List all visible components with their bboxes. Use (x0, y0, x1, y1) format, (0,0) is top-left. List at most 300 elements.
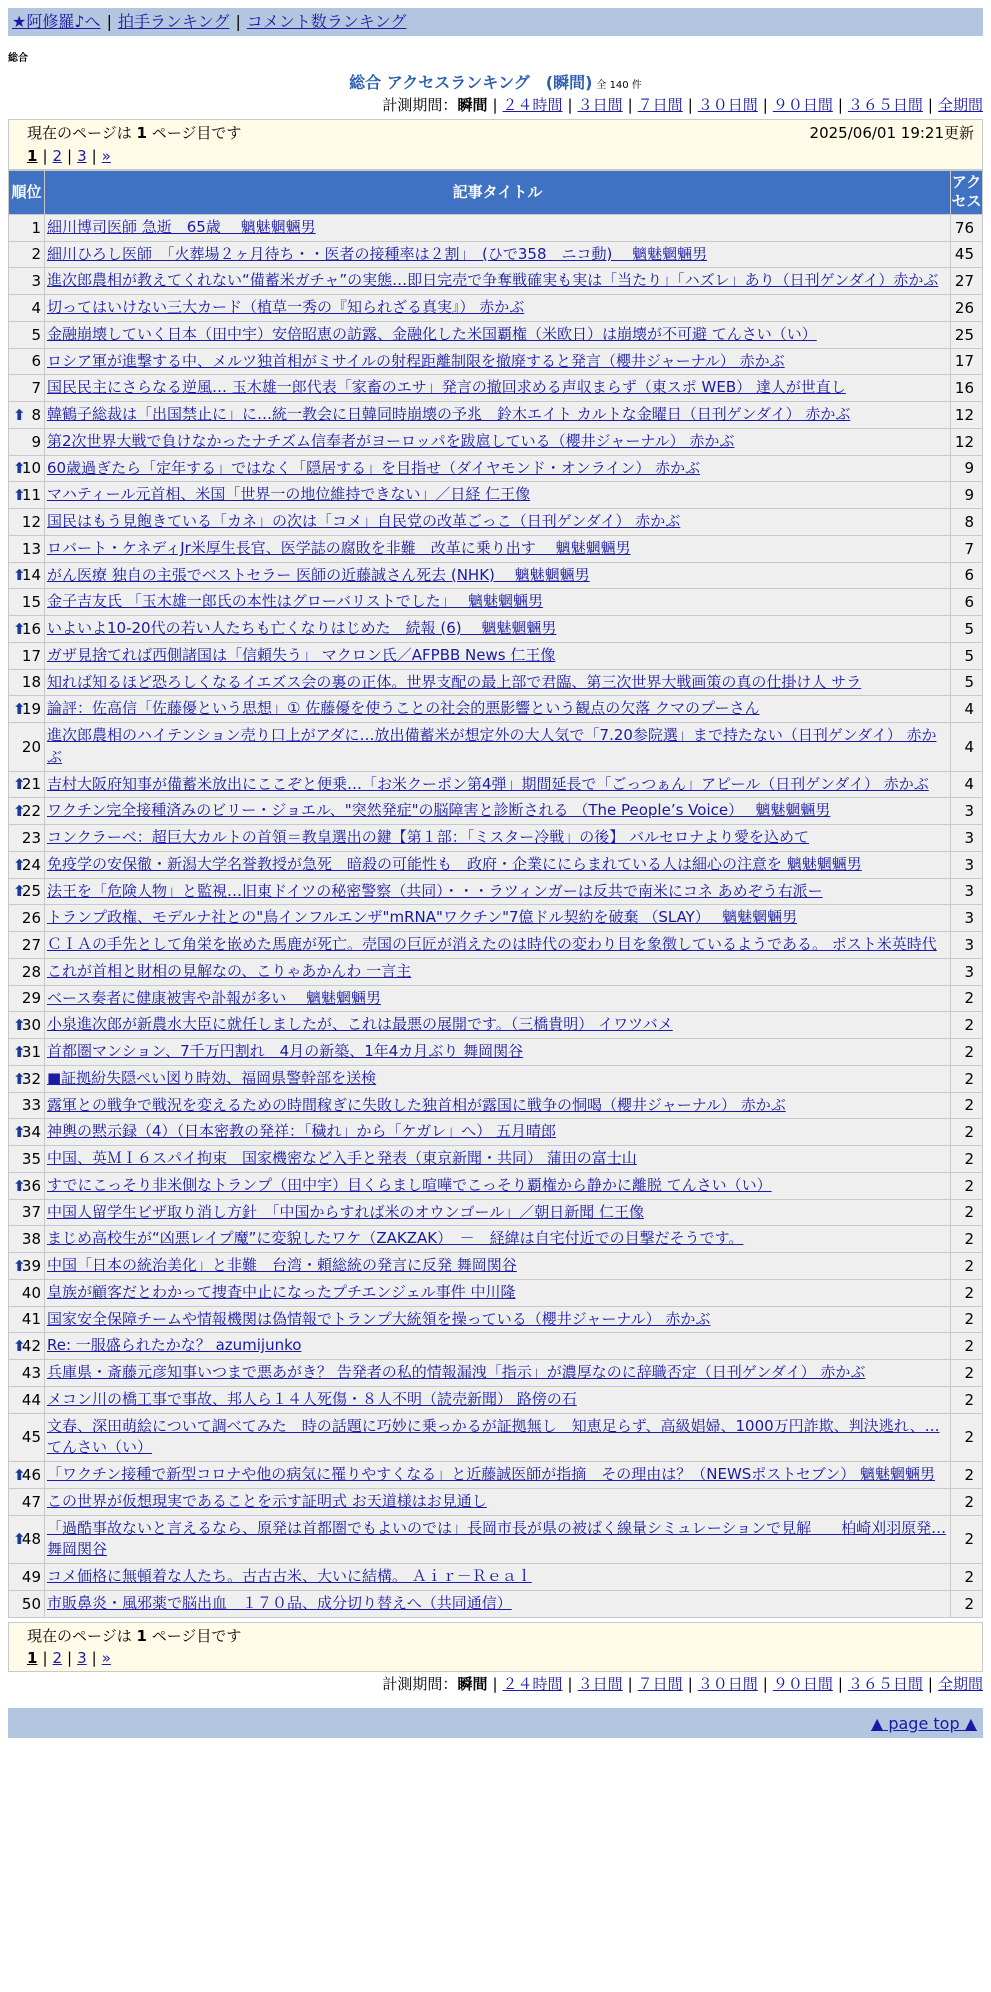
access-count: 3 (951, 878, 983, 905)
article-title-link[interactable]: 吉村大阪府知事が備蓄米放出にここぞと便乗…「お米クーポン第4弾」期間延長で「ごっつぁん」アピール（日刊ゲンダイ） 赤かぶ (47, 774, 929, 793)
access-count: 2 (951, 1253, 983, 1280)
rank-cell (9, 214, 45, 241)
period-link[interactable]: ９０日間 (772, 1675, 833, 1694)
access-count: 3 (951, 825, 983, 852)
access-count: 3 (951, 958, 983, 985)
table-row (9, 1279, 983, 1306)
access-count: 2 (951, 1119, 983, 1146)
next-page-link[interactable]: » (101, 1648, 111, 1667)
table-row (9, 241, 983, 268)
rank-number: 18 (21, 673, 41, 692)
access-count: 76 (951, 214, 983, 241)
rank-number: 16 (21, 619, 41, 638)
rank-number: 6 (31, 352, 41, 371)
period-separator: | (567, 96, 573, 115)
rank-cell (9, 562, 45, 589)
rank-number: 25 (21, 882, 41, 901)
title-cell (45, 375, 951, 402)
rank-number: 26 (21, 909, 41, 928)
table-row (9, 1413, 983, 1462)
access-count: 2 (951, 1360, 983, 1387)
article-title-link[interactable]: 進次郎農相が教えてくれない“備蓄米ガチャ”の実態…即日完売で争奪戦確実も実は「当たり」「ハズレ」あり（日刊ゲンダイ）赤かぶ (47, 271, 939, 290)
table-row (9, 589, 983, 616)
rank-number: 35 (21, 1149, 41, 1168)
article-title-link[interactable]: 中国「日本の統治美化」と非難 台湾・頼総統の発言に反発 舞岡関谷 (47, 1256, 517, 1275)
table-row (9, 562, 983, 589)
period-link[interactable]: ３６５日間 (847, 1675, 923, 1694)
article-title-link[interactable]: ベース奏者に健康被害や訃報が多い 魑魅魍魎男 (47, 988, 382, 1007)
rank-cell (9, 241, 45, 268)
rank-up-arrow-icon: ⬆ (13, 566, 26, 585)
article-title-link[interactable]: Re: 一服盛られたかな？ azumijunko (47, 1336, 302, 1355)
access-count: 4 (951, 771, 983, 798)
access-count: 16 (951, 375, 983, 402)
rank-cell (9, 1488, 45, 1515)
rank-number: 24 (21, 855, 41, 874)
title-cell (45, 509, 951, 536)
rank-up-arrow-icon: ⬆ (13, 405, 26, 424)
access-count: 2 (951, 1172, 983, 1199)
rank-up-arrow-icon: ⬆ (13, 1123, 26, 1142)
rank-cell (9, 1012, 45, 1039)
rank-number: 31 (21, 1042, 41, 1061)
article-title-link[interactable]: いよいよ10-20代の若い人たちも亡くなりはじめた 続報 (6) 魑魅魍魎男 (47, 619, 557, 638)
table-row (9, 1065, 983, 1092)
access-count: 2 (951, 1065, 983, 1092)
rank-number: 39 (21, 1256, 41, 1275)
rank-number: 17 (21, 646, 41, 665)
table-row (9, 696, 983, 723)
access-count: 2 (951, 1488, 983, 1515)
article-title-link[interactable]: 進次郎農相のハイテンション売り口上がアダに…放出備蓄米が想定外の大人気で「7.20参院選」まで持たない（日刊ゲンダイ） 赤かぶ (47, 726, 937, 766)
access-count: 6 (951, 562, 983, 589)
rank-cell (9, 1306, 45, 1333)
article-title-link[interactable]: これが首相と財相の見解なの、こりゃあかんわ 一言主 (47, 961, 412, 980)
title-cell (45, 1172, 951, 1199)
article-title-link[interactable]: がん医療 独自の主張でベストセラー 医師の近藤誠さん死去 (NHK) 魑魅魍魎男 (47, 565, 590, 584)
rank-cell (9, 348, 45, 375)
access-count: 7 (951, 535, 983, 562)
page-title: 総合 アクセスランキング (瞬間) (349, 72, 593, 92)
title-cell (45, 878, 951, 905)
title-cell (45, 851, 951, 878)
table-row (9, 1199, 983, 1226)
page-separator: | (67, 1648, 73, 1667)
period-separator: | (627, 1675, 633, 1694)
title-cell (45, 1226, 951, 1253)
title-cell (45, 482, 951, 509)
period-separator: | (627, 96, 633, 115)
title-cell (45, 825, 951, 852)
title-cell (45, 642, 951, 669)
rank-cell (9, 905, 45, 932)
access-count: 17 (951, 348, 983, 375)
article-title-link[interactable]: 文春、深田萌絵について調べてみた 時の話題に巧妙に乗っかるが証拠無し 知恵足らず、高級娼婦、1000万円詐欺、判決逃れ、… てんさい（い） (47, 1416, 940, 1457)
access-count: 2 (951, 1199, 983, 1226)
nav-separator: | (235, 12, 241, 32)
title-cell (45, 1199, 951, 1226)
rank-number: 21 (21, 775, 41, 794)
rank-up-arrow-icon: ⬆ (13, 1176, 26, 1195)
title-cell (45, 696, 951, 723)
rank-number: 11 (21, 486, 41, 505)
table-row (9, 1590, 983, 1617)
article-title-link[interactable]: ＣＩＡの手先として角栄を嵌めた馬鹿が死亡。売国の巨匠が消えたのは時代の変わり目を象徴しているようである。 ポスト米英時代 (47, 935, 937, 954)
article-title-link[interactable]: 知れば知るほど恐ろしくなるイエズス会の裏の正体。世界支配の最上部で君臨、第三次世界大戦画策の真の仕掛け人 サラ (47, 672, 862, 691)
rank-number: 29 (21, 989, 41, 1008)
access-count: 8 (951, 509, 983, 536)
table-row (9, 825, 983, 852)
rank-up-arrow-icon: ⬆ (13, 802, 26, 821)
access-count: 2 (951, 1146, 983, 1173)
rank-cell (9, 1199, 45, 1226)
period-separator: | (567, 1675, 573, 1694)
table-row (9, 771, 983, 798)
rank-up-arrow-icon: ⬆ (13, 1016, 26, 1035)
rank-number: 9 (31, 432, 41, 451)
access-count: 2 (951, 1564, 983, 1591)
rank-number: 50 (21, 1594, 41, 1613)
period-current: 瞬間 (457, 1675, 488, 1694)
access-count: 2 (951, 1590, 983, 1617)
article-title-link[interactable]: コンクラーベ：超巨大カルトの首領＝教皇選出の鍵【第１部：「ミスター冷戦」の後】 バルセロナより愛を込めて (47, 828, 809, 847)
page-separator: | (42, 146, 48, 165)
rank-cell (9, 771, 45, 798)
table-row (9, 268, 983, 295)
article-title-link[interactable]: 国家安全保障チームや情報機関は偽情報でトランプ大統領を操っている（櫻井ジャーナル） 赤かぶ (47, 1309, 711, 1328)
rank-number: 7 (31, 379, 41, 398)
article-title-link[interactable]: 露軍との戦争で戦況を変えるための時間稼ぎに失敗した独首相が露国に戦争の恫喝（櫻井ジャーナル） 赤かぶ (47, 1095, 786, 1114)
article-title-link[interactable]: マハティール元首相、米国「世界一の地位維持できない」／日経 仁王像 (47, 485, 531, 504)
access-count: 26 (951, 295, 983, 322)
article-title-link[interactable]: 韓鶴子総裁は「出国禁止に」に…統一教会に日韓同時崩壊の予兆 鈴木エイト カルトな金曜日（日刊ゲンダイ） 赤かぶ (47, 405, 851, 424)
page-separator: | (91, 1648, 97, 1667)
rank-up-arrow-icon: ⬆ (13, 459, 26, 478)
page-links (27, 1648, 974, 1668)
table-row (9, 375, 983, 402)
article-title-link[interactable]: 金子吉友氏 「玉木雄一郎氏の本性はグローバリストでした」 魑魅魍魎男 (47, 592, 543, 611)
rank-up-arrow-icon: ⬆ (13, 1530, 26, 1549)
rank-cell (9, 798, 45, 825)
rank-number: 27 (21, 935, 41, 954)
rank-cell (9, 932, 45, 959)
page-links (27, 146, 974, 166)
table-row (9, 1564, 983, 1591)
rank-cell (9, 455, 45, 482)
access-count: 3 (951, 932, 983, 959)
period-separator: | (837, 1675, 843, 1694)
period-link[interactable]: ７日間 (637, 1675, 683, 1694)
title-cell (45, 535, 951, 562)
title-cell (45, 616, 951, 643)
title-cell (45, 455, 951, 482)
period-link[interactable]: ３日間 (577, 1675, 623, 1694)
title-cell (45, 1039, 951, 1066)
clap-ranking-link[interactable]: 拍手ランキング (117, 12, 230, 32)
article-title-link[interactable]: 神輿の黙示録（4）（日本密教の発祥：「穢れ」から「ケガレ」へ） 五月晴郎 (47, 1122, 557, 1141)
table-row (9, 1488, 983, 1515)
period-link[interactable]: ２４時間 (502, 1675, 563, 1694)
table-row (9, 455, 983, 482)
table-row (9, 1333, 983, 1360)
article-title-link[interactable]: すでにこっそり非米側なトランプ（田中宇）目くらまし喧嘩でこっそり覇権から静かに離脱 てんさい（い） (47, 1175, 772, 1194)
table-row (9, 932, 983, 959)
title-cell (45, 1590, 951, 1617)
rank-number: 13 (21, 539, 41, 558)
table-row (9, 348, 983, 375)
rank-cell (9, 1333, 45, 1360)
article-title-link[interactable]: 「過酷事故ないと言えるなら、原発は首都圏でもよいのでは」長岡市長が県の被ばく線量シミュレーションで見解 柏崎刈羽原発… 舞岡関谷 (47, 1518, 947, 1559)
title-cell (45, 562, 951, 589)
table-row (9, 851, 983, 878)
period-link[interactable]: 全期間 (937, 96, 983, 115)
page-link[interactable]: 2 (52, 1648, 63, 1667)
rank-cell (9, 1462, 45, 1489)
period-separator: | (762, 96, 768, 115)
period-label: 計測期間： (382, 96, 458, 115)
article-title-link[interactable]: 論評：佐高信「佐藤優という思想」① 佐藤優を使うことの社会的悪影響という観点の欠落 クマのプーさん (47, 699, 760, 718)
rank-cell (9, 696, 45, 723)
rank-number: 8 (31, 405, 41, 424)
article-title-link[interactable]: 中国人留学生ビザ取り消し方針 「中国からすれば米のオウンゴール」／朝日新聞 仁王像 (47, 1202, 644, 1221)
rank-up-arrow-icon: ⬆ (13, 1042, 26, 1061)
article-title-link[interactable]: ガザ見捨てれば西側諸国は「信頼失う」 マクロン氏／AFPBB News 仁王像 (47, 645, 556, 664)
article-title-link[interactable]: ロシア軍が進撃する中、メルツ独首相がミサイルの射程距離制限を撤廃すると発言（櫻井ジャーナル） 赤かぶ (47, 351, 785, 370)
rank-cell (9, 1119, 45, 1146)
article-title-link[interactable]: 国民はもう見飽きている「カネ」の次は「コメ」自民党の改革ごっこ（日刊ゲンダイ） 赤かぶ (47, 512, 681, 531)
article-title-link[interactable]: 第2次世界大戦で負けなかったナチズム信奉者がヨーロッパを跋扈している（櫻井ジャーナル） 赤かぶ (47, 431, 735, 450)
period-link[interactable]: 全期間 (937, 1675, 983, 1694)
pager-top (8, 119, 983, 170)
article-title-link[interactable]: 「ワクチン接種で新型コロナや他の病気に罹りやすくなる」と近藤誠医師が指摘 その理由は？（NEWSポストセブン） 魑魅魍魎男 (47, 1465, 936, 1484)
article-title-link[interactable]: 皇族が顧客だとわかって捜査中止になったプチエンジェル事件 中川隆 (47, 1282, 516, 1301)
title-cell (45, 348, 951, 375)
article-title-link[interactable]: 国民民主にさらなる逆風… 玉木雄一郎代表「家畜のエサ」発言の撤回求める声収まらず（東スポ WEB） 達人が世直し (47, 378, 846, 397)
page-top-link[interactable]: ▲ page top ▲ (870, 1713, 977, 1733)
article-title-link[interactable]: メコン川の橋工事で事故、邦人ら１４人死傷・８人不明（読売新聞） 路傍の石 (47, 1389, 577, 1408)
article-title-link[interactable]: 中国、英ＭＩ６スパイ拘束 国家機密など入手と発表（東京新聞・共同） 蒲田の富士山 (47, 1149, 637, 1168)
access-count: 2 (951, 1515, 983, 1564)
title-cell (45, 589, 951, 616)
table-row (9, 642, 983, 669)
period-separator: | (492, 96, 498, 115)
article-title-link[interactable]: 細川博司医師 急逝 65歳 魑魅魍魎男 (47, 217, 316, 236)
rank-number: 5 (31, 325, 41, 344)
article-title-link[interactable]: まじめ高校生が“凶悪レイプ魔”に変貌したワケ（ZAKZAK） － 経緯は自宅付近での目撃だそうです。 (47, 1229, 744, 1248)
article-title-link[interactable]: 法王を「危険人物」と監視…旧東ドイツの秘密警察（共同）・・・ラツィンガーは反共で南米にコネ あめぞう右派ー (47, 881, 823, 900)
access-count: 9 (951, 455, 983, 482)
title-cell (45, 1253, 951, 1280)
period-selector-top (8, 95, 983, 115)
rank-up-arrow-icon: ⬆ (13, 1337, 26, 1356)
rank-cell (9, 1413, 45, 1462)
period-separator: | (762, 1675, 768, 1694)
period-link[interactable]: ３６５日間 (847, 96, 923, 115)
rank-number: 48 (21, 1530, 41, 1549)
rank-number: 32 (21, 1069, 41, 1088)
period-separator: | (837, 96, 843, 115)
access-count: 6 (951, 589, 983, 616)
access-count: 2 (951, 1386, 983, 1413)
article-title-link[interactable]: ■証拠紛失隠ぺい図り時効、福岡県警幹部を送検 (47, 1068, 377, 1087)
current-page: 1 (27, 1648, 38, 1667)
table-row (9, 1146, 983, 1173)
rank-number: 33 (21, 1096, 41, 1115)
title-cell (45, 402, 951, 429)
rank-number: 1 (31, 218, 41, 237)
table-row (9, 798, 983, 825)
table-row (9, 1515, 983, 1564)
table-header-row (9, 170, 983, 214)
access-count: 3 (951, 798, 983, 825)
access-count: 5 (951, 642, 983, 669)
rank-cell (9, 268, 45, 295)
rank-cell (9, 878, 45, 905)
rank-cell (9, 1146, 45, 1173)
rank-number: 22 (21, 802, 41, 821)
next-page-link[interactable]: » (101, 146, 111, 165)
period-link[interactable]: ９０日間 (772, 96, 833, 115)
period-separator: | (492, 1675, 498, 1694)
access-count: 2 (951, 1462, 983, 1489)
table-row (9, 905, 983, 932)
rank-cell (9, 1226, 45, 1253)
period-selector-bottom (8, 1674, 983, 1694)
rank-number: 37 (21, 1203, 41, 1222)
comment-ranking-link[interactable]: コメント数ランキング (246, 12, 407, 32)
rank-up-arrow-icon: ⬆ (13, 700, 26, 719)
rank-cell (9, 1172, 45, 1199)
access-count: 9 (951, 482, 983, 509)
title-cell (45, 985, 951, 1012)
rank-cell (9, 1564, 45, 1591)
title-cell (45, 1462, 951, 1489)
table-row (9, 1119, 983, 1146)
table-row (9, 616, 983, 643)
access-count: 2 (951, 1333, 983, 1360)
rank-up-arrow-icon: ⬆ (13, 1256, 26, 1275)
table-row (9, 482, 983, 509)
rank-number: 49 (21, 1567, 41, 1586)
rank-cell (9, 1253, 45, 1280)
article-title-link[interactable]: 細川ひろし医師 「火葬場２ヶ月待ち・・医者の接種率は２割」 (ひで358 ニコ動) 魑魅魍魎男 (47, 244, 708, 263)
page-link[interactable]: 2 (52, 146, 63, 165)
article-title-link[interactable]: 切ってはいけない三大カード（植草一秀の『知られざる真実』） 赤かぶ (47, 298, 525, 317)
period-separator: | (687, 96, 693, 115)
article-title-link[interactable]: 兵庫県・斎藤元彦知事いつまで悪あがき？ 告発者の私的情報漏洩「指示」が濃厚なのに辞職否定（日刊ゲンダイ） 赤かぶ (47, 1363, 866, 1382)
period-current: 瞬間 (457, 96, 488, 115)
article-title-link[interactable]: 首都圏マンション、7千万円割れ 4月の新築、1年4カ月ぶり 舞岡関谷 (47, 1042, 524, 1061)
article-title-link[interactable]: 小泉進次郎が新農水大臣に就任しましたが、これは最悪の展開です。（三橋貴明） イワツバメ (47, 1015, 673, 1034)
access-count: 2 (951, 1226, 983, 1253)
access-count: 2 (951, 1092, 983, 1119)
rank-header: 順位 (9, 170, 45, 214)
page-separator: | (91, 146, 97, 165)
rank-number: 41 (21, 1310, 41, 1329)
access-count: 5 (951, 616, 983, 643)
period-link[interactable]: ７日間 (637, 96, 683, 115)
access-count: 27 (951, 268, 983, 295)
rank-number: 2 (31, 245, 41, 264)
title-cell (45, 1146, 951, 1173)
article-title-link[interactable]: コメ価格に無頓着な人たち。古古古米、大いに結構。 Ａｉｒ－Ｒｅａｌ (47, 1567, 532, 1586)
article-title-link[interactable]: 市販鼻炎・風邪薬で脳出血 １７０品、成分切り替えへ（共同通信） (47, 1593, 512, 1612)
table-row (9, 1360, 983, 1387)
page-separator: | (67, 146, 73, 165)
rank-cell (9, 509, 45, 536)
category-label: 総合 (8, 53, 28, 64)
rank-cell (9, 851, 45, 878)
page-separator: | (42, 1648, 48, 1667)
rank-number: 28 (21, 962, 41, 981)
table-row (9, 535, 983, 562)
title-cell (45, 1515, 951, 1564)
period-link[interactable]: ２４時間 (502, 96, 563, 115)
rank-number: 12 (21, 512, 41, 531)
title-cell (45, 321, 951, 348)
title-cell (45, 669, 951, 696)
access-header: アクセス (951, 170, 983, 214)
access-count: 45 (951, 241, 983, 268)
article-title-link[interactable]: 免疫学の安保徹・新潟大学名誉教授が急死 暗殺の可能性も 政府・企業ににらまれている人は細心の注意を 魑魅魍魎男 (47, 854, 862, 873)
home-link[interactable]: ★阿修羅♪へ (12, 12, 101, 32)
title-header: 記事タイトル (45, 170, 951, 214)
access-count: 3 (951, 851, 983, 878)
title-cell (45, 1333, 951, 1360)
access-count: 5 (951, 669, 983, 696)
rank-number: 4 (31, 298, 41, 317)
table-row (9, 1039, 983, 1066)
table-row (9, 402, 983, 429)
rank-cell (9, 1360, 45, 1387)
period-link[interactable]: ３０日間 (697, 1675, 758, 1694)
title-cell (45, 268, 951, 295)
article-title-link[interactable]: ワクチン完全接種済みのビリー・ジョエル、"突然発症"の脳障害と診断される （The People’s Voice） 魑魅魍魎男 (47, 801, 831, 820)
page-status: 現在のページは 1 ページ目です (27, 124, 242, 143)
rank-up-arrow-icon: ⬆ (13, 1069, 26, 1088)
rank-cell (9, 535, 45, 562)
article-title-link[interactable]: この世界が仮想現実であることを示す証明式 お天道様はお見通し (47, 1491, 487, 1510)
access-count: 25 (951, 321, 983, 348)
article-title-link[interactable]: 60歳過ぎたら「定年する」ではなく「隠居する」を目指せ（ダイヤモンド・オンライン） 赤かぶ (47, 458, 701, 477)
period-separator: | (687, 1675, 693, 1694)
rank-up-arrow-icon: ⬆ (13, 855, 26, 874)
title-cell (45, 905, 951, 932)
rank-number: 19 (21, 700, 41, 719)
access-count: 4 (951, 696, 983, 723)
table-row (9, 878, 983, 905)
article-title-link[interactable]: 金融崩壊していく日本（田中宇）安倍昭恵の訪露、金融化した米国覇権（米欧日）は崩壊が不可避 てんさい（い） (47, 324, 817, 343)
period-link[interactable]: ３日間 (577, 96, 623, 115)
access-count: 2 (951, 1413, 983, 1462)
rank-cell (9, 1039, 45, 1066)
rank-cell (9, 1092, 45, 1119)
rank-up-arrow-icon: ⬆ (13, 882, 26, 901)
page-link[interactable]: 3 (77, 1648, 87, 1667)
article-title-link[interactable]: ロバート・ケネディJr米厚生長官、医学誌の腐敗を非難 改革に乗り出す 魑魅魍魎男 (47, 538, 631, 557)
table-row (9, 321, 983, 348)
access-count: 2 (951, 1306, 983, 1333)
rank-cell (9, 616, 45, 643)
page-link[interactable]: 3 (77, 146, 87, 165)
access-count: 2 (951, 1279, 983, 1306)
total-count: 全 140 件 (596, 79, 642, 91)
period-link[interactable]: ３０日間 (697, 96, 758, 115)
access-count: 2 (951, 985, 983, 1012)
article-title-link[interactable]: トランプ政権、モデルナ社との"鳥インフルエンザ"mRNA"ワクチン"7億ドル契約を破棄 （SLAY） 魑魅魍魎男 (47, 908, 798, 927)
title-cell (45, 723, 951, 772)
rank-number: 30 (21, 1016, 41, 1035)
